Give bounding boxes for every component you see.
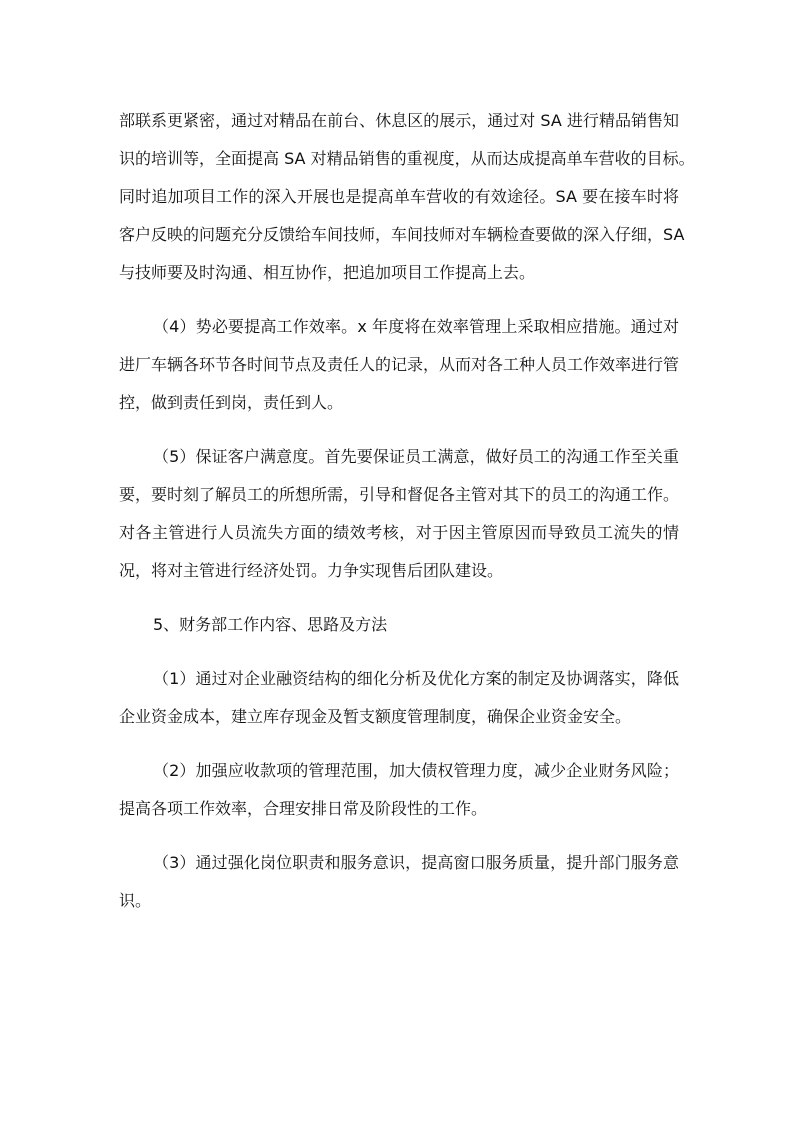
text-line: 企业资金成本，建立库存现金及暂支额度管理制度，确保企业资金安全。 [119, 707, 632, 726]
section-heading-finance-department [119, 606, 679, 644]
text-line: （5）保证客户满意度。首先要保证员工满意，做好员工的沟通工作至关重 [153, 447, 679, 466]
text-line: 提高各项工作效率，合理安排日常及阶段性的工作。 [119, 799, 488, 818]
text-line: 客户反映的问题充分反馈给车间技师，车间技师对车辆检查要做的深入仔细，SA [119, 225, 685, 244]
document-page [119, 102, 695, 920]
paragraph-item-5-customer-satisfaction [119, 438, 679, 590]
text-line: 同时追加项目工作的深入开展也是提高单车营收的有效途径。SA 要在接车时将 [119, 187, 679, 206]
text-line: （1）通过对企业融资结构的细化分析及优化方案的制定及协调落实，降低 [153, 669, 679, 688]
text-line: （4）势必要提高工作效率。x 年度将在效率管理上采取相应措施。通过对 [153, 317, 679, 336]
text-line: 对各主管进行人员流失方面的绩效考核，对于因主管原因而导致员工流失的情 [119, 523, 679, 542]
paragraph-sa-accessory-sales [119, 102, 695, 292]
text-line: 部联系更紧密，通过对精品在前台、休息区的展示，通过对 SA 进行精品销售知 [119, 111, 679, 130]
paragraph-finance-item-3 [119, 844, 679, 920]
text-line: 控，做到责任到岗，责任到人。 [119, 393, 344, 412]
text-line: 要，要时刻了解员工的所想所需，引导和督促各主管对其下的员工的沟通工作。 [119, 485, 680, 504]
text-line: 5、财务部工作内容、思路及方法 [153, 615, 388, 634]
text-line: （2）加强应收款项的管理范围，加大债权管理力度，减少企业财务风险； [153, 761, 679, 780]
paragraph-item-4-work-efficiency [119, 308, 679, 422]
text-line: 进厂车辆各环节各时间节点及责任人的记录，从而对各工种人员工作效率进行管 [119, 355, 680, 374]
text-line: 与技师要及时沟通、相互协作，把追加项目工作提高上去。 [119, 263, 536, 282]
text-line: 识的培训等，全面提高 SA 对精品销售的重视度，从而达成提高单车营收的目标。 [119, 149, 695, 168]
text-line: 识。 [119, 891, 152, 910]
paragraph-finance-item-2 [119, 752, 679, 828]
text-line: （3）通过强化岗位职责和服务意识，提高窗口服务质量，提升部门服务意 [153, 853, 679, 872]
paragraph-finance-item-1 [119, 660, 679, 736]
text-line: 况，将对主管进行经济处罚。力争实现售后团队建设。 [119, 561, 504, 580]
